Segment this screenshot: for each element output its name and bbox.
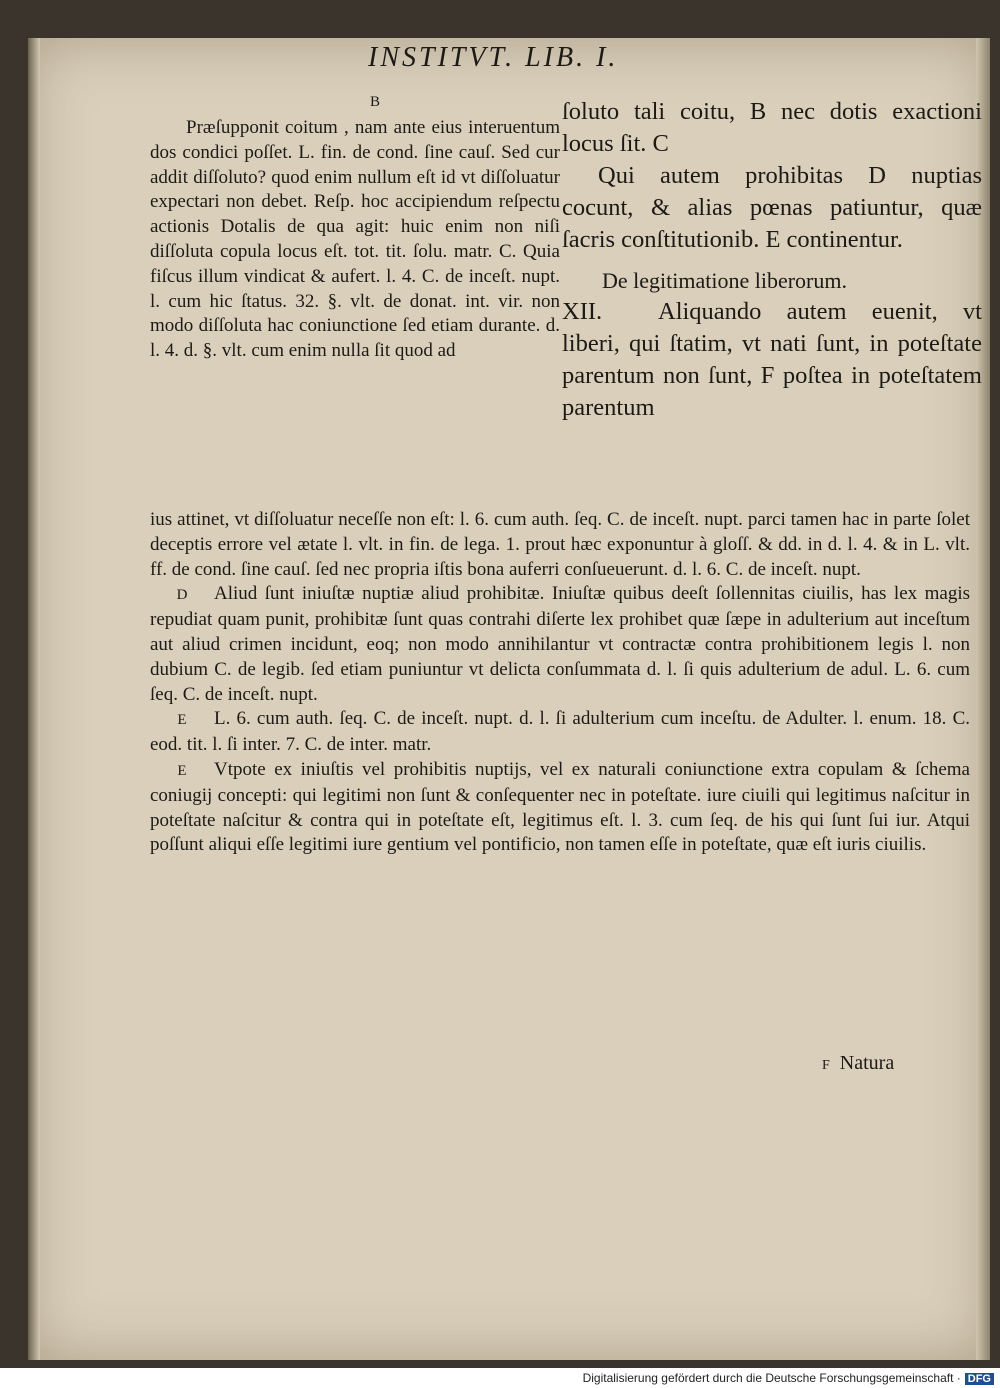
note-tag: E [177, 712, 187, 729]
full-width-notes [150, 508, 970, 858]
note-e-1 [150, 707, 970, 758]
main-text-para-3 [562, 296, 982, 424]
catchword-text: Natura [839, 1052, 895, 1074]
digitization-footer [0, 1368, 1000, 1388]
main-text-para-2: Qui autem prohibitas D nuptias cocunt, & alias pœnas patiuntur, quæ ſacris conſtitutionib. E continentur. [562, 162, 982, 253]
section-subheading: De legitimatione liberorum. [602, 268, 847, 293]
note-e-2 [150, 758, 970, 858]
notes-list [150, 582, 970, 858]
catchword-tag: F [822, 1058, 830, 1073]
note-text: Vtpote ex iniuſtis vel prohibitis nuptijs, vel ex naturali coniunctione extra copulam & ſchema coniugij concepti: qui legitimi non ſunt & conſequenter nec in poteſtate. iure ciuili qui legitimus naſcitur in poteſtate naſcitur & contra qui in poteſtate eſt, legitimus eſt. l. 3. cum ſeq. de his qui ſunt ſui iur. Atqui poſſunt aliqui eſſe legitimi iure gentium vel pontificio, non tamen eſſe in poteſtate, quæ eſt iuris ciuilis. [150, 758, 970, 856]
left-column-text: Præſupponit coitum , nam ante eius interuentum dos condici poſſet. L. fin. de cond. ſine cauſ. Sed cur addit diſſoluto? quod enim nullum eſt id vt diſſoluatur expectari non debet. Reſp. hoc accipiendum reſpectu actionis Dotalis de qua agit: huic enim non niſi diſſoluta copula locus eſt. tot. tit. ſolu. matr. C. Quia fiſcus illum vindicat & aufert. l. 4. C. de inceſt. nupt. l. cum hic ſtatus. 32. §. vlt. de donat. int. vir. non modo diſſoluta hac coniunctione ſed etiam durante. d. l. 4. d. §. vlt. cum enim nulla ſit quod ad [150, 117, 560, 362]
note-continuation: ius attinet, vt diſſoluatur neceſſe non eſt: l. 6. cum auth. ſeq. C. de inceſt. nupt. parci tamen hac in parte ſolet deceptis errore vel ætate l. vlt. in fin. de lega. 1. prout hæc exponuntur à gloſſ. & dd. in d. l. 4. & in L. vlt. ff. de cond. ſine cauſ. ſed nec propria iſtis bona auferri conſueuerunt. d. l. 6. C. de inceſt. nupt. [150, 509, 970, 580]
note-tag: D [176, 587, 188, 604]
right-column [562, 96, 982, 424]
catchword [822, 1052, 894, 1075]
footer-credit: Digitalisierung gefördert durch die Deutsche Forschungsgemeinschaft · [582, 1371, 961, 1385]
dfg-logo: DFG [965, 1373, 994, 1385]
left-column [150, 94, 560, 364]
note-text: L. 6. cum auth. ſeq. C. de inceſt. nupt. d. l. ſi adulterium cum inceſtu. de Adulter. l. enum. 18. C. eod. tit. l. ſi inter. 7. C. de inter. matr. [150, 708, 970, 756]
section-number: XII. [562, 298, 603, 325]
running-head: INSTITVT. LIB. I. [368, 42, 619, 73]
note-tag: E [177, 762, 187, 779]
main-text-para-3-body: Aliquando autem euenit, vt liberi, qui ſtatim, vt nati ſunt, in poteſtate parentum non ſunt, F poſtea in poteſtatem parentum [562, 298, 982, 421]
page-left-edge [28, 38, 40, 1360]
main-text-para-1: ſoluto tali coitu, B nec dotis exactioni locus ſit. C [562, 98, 982, 157]
note-text: Aliud ſunt iniuſtæ nuptiæ aliud prohibitæ. Iniuſtæ quibus deeſt ſollennitas ciuilis, has lex magis repudiat quam punit, prohibitæ ſunt quas contrahi diſerte lex prohibet quæ ſæpe in adulterium aut inceſtum aut aliud crimen incidunt, eoq; non modo annihilantur vt contractæ contra prohibitionem legis l. non dubium C. de legib. ſed etiam puniuntur vt delicta conſummata d. l. ſi quis adulterium de adul. L. 6. cum ſeq. C. de inceſt. nupt. [150, 583, 970, 705]
note-marker-b: B [369, 94, 380, 110]
note-d [150, 582, 970, 707]
